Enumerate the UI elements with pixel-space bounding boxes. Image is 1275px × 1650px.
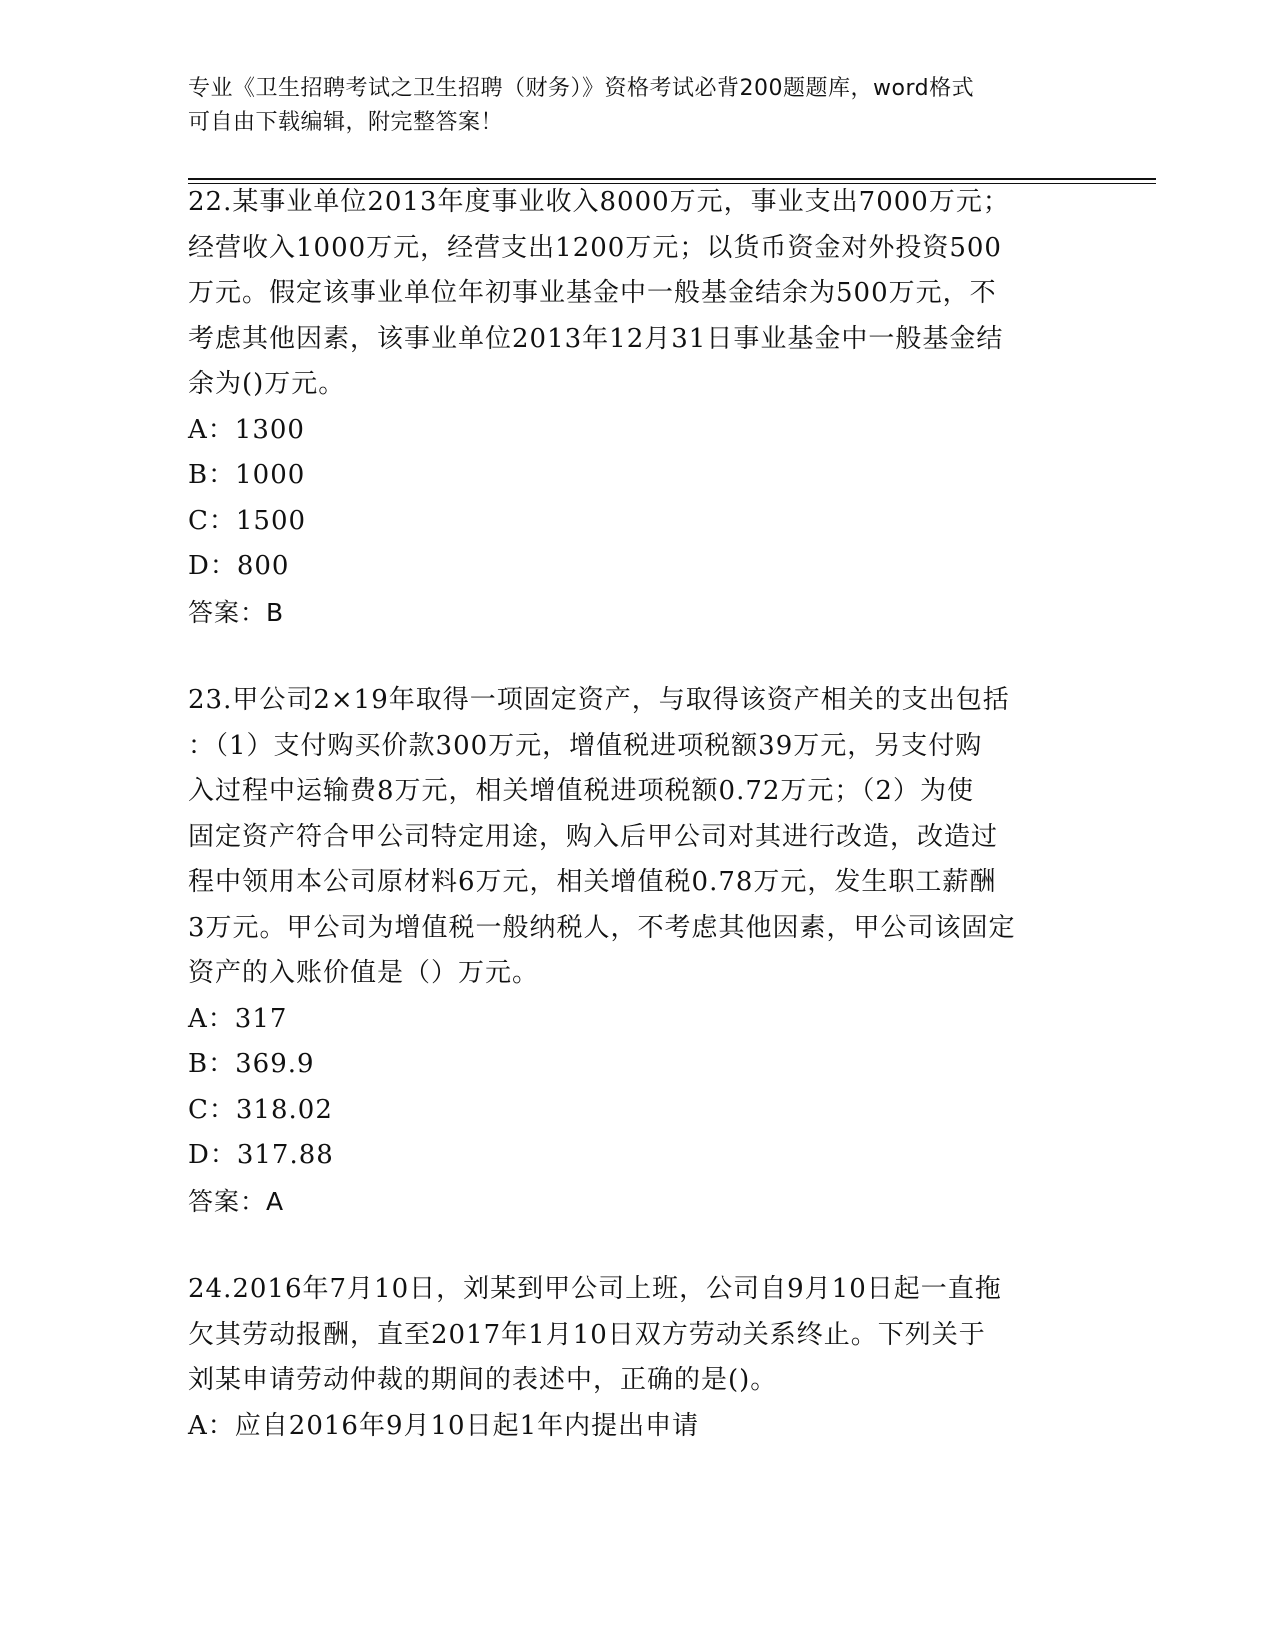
question-23 — [188, 678, 1088, 1224]
question-22 — [188, 180, 1088, 635]
question-text-line: 万元。假定该事业单位年初事业基金中一般基金结余为500万元，不 — [188, 278, 997, 308]
question-text-line: 资产的入账价值是（）万元。 — [188, 958, 540, 988]
question-text-line: 考虑其他因素，该事业单位2013年12月31日事业基金中一般基金结 — [188, 323, 1004, 354]
question-text-line: 入过程中运输费8万元，相关增值税进项税额0.72万元；（2）为使 — [188, 776, 974, 806]
option-d: D：317.88 — [188, 1140, 334, 1170]
option-c: C：318.02 — [188, 1094, 333, 1125]
header-line-2: 可自由下载编辑，附完整答案！ — [188, 110, 504, 135]
question-text-line: 24.2016年7月10日，刘某到甲公司上班，公司自9月10日起一直拖 — [188, 1274, 1002, 1304]
question-text-line: 刘某申请劳动仲裁的期间的表述中，正确的是()。 — [188, 1365, 778, 1395]
option-c: C：1500 — [188, 505, 307, 536]
question-text-line: 余为()万元。 — [188, 369, 346, 399]
option-d: D：800 — [188, 551, 290, 581]
option-b: B：369.9 — [188, 1049, 315, 1079]
question-text-line: 程中领用本公司原材料6万元，相关增值税0.78万元，发生职工薪酬 — [188, 867, 997, 897]
question-text-line: 欠其劳动报酬，直至2017年1月10日双方劳动关系终止。下列关于 — [188, 1319, 986, 1350]
answer-label: 答案：B — [188, 597, 285, 627]
option-a: A：应自2016年9月10日起1年内提出申请 — [188, 1410, 700, 1441]
option-a: A：1300 — [188, 414, 305, 445]
question-text-line: 固定资产符合甲公司特定用途，购入后甲公司对其进行改造，改造过 — [188, 821, 999, 852]
option-b: B：1000 — [188, 460, 306, 490]
question-24 — [188, 1267, 1088, 1449]
document-header — [188, 72, 1088, 140]
question-text-line: ：（1）支付购买价款300万元，增值税进项税额39万元，另支付购 — [188, 730, 983, 761]
question-text-line: 23.甲公司2×19年取得一项固定资产，与取得该资产相关的支出包括 — [188, 685, 1010, 715]
option-a: A：317 — [188, 1003, 288, 1034]
header-line-1: 专业《卫生招聘考试之卫生招聘（财务）》资格考试必背200题题库，word格式 — [188, 76, 975, 101]
question-text-line: 22.某事业单位2013年度事业收入8000万元，事业支出7000万元； — [188, 187, 1010, 217]
answer-label: 答案：A — [188, 1186, 285, 1216]
question-text-line: 经营收入1000万元，经营支出1200万元；以货币资金对外投资500 — [188, 232, 1002, 263]
question-text-line: 3万元。甲公司为增值税一般纳税人，不考虑其他因素，甲公司该固定 — [188, 912, 1016, 943]
